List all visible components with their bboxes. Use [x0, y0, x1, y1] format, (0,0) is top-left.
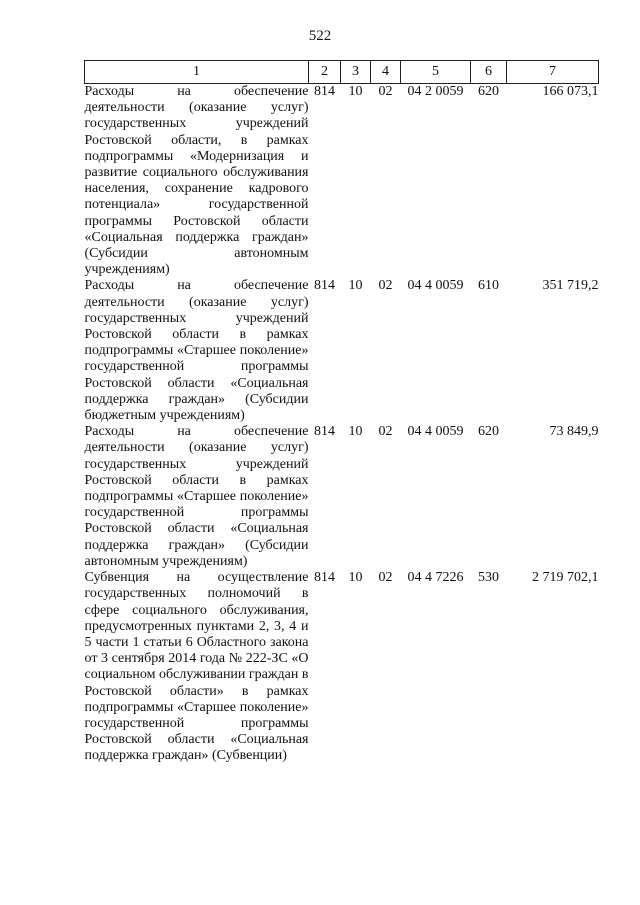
subsection-code: 02 — [378, 84, 393, 99]
expense-type-code: 620 — [478, 84, 499, 99]
budget-table — [84, 60, 599, 765]
ministry-code: 814 — [314, 278, 335, 294]
column-header: 1 — [85, 61, 309, 84]
target-article-code: 04 4 0059 — [407, 278, 464, 294]
amount: 2 719 702,1 — [532, 570, 599, 586]
expense-type-code: 620 — [478, 424, 499, 440]
expense-description: Расходы на обеспечение деятельности (оказание услуг) государственных учреждений Ростовской области в рамках подпрограммы «Старшее поколение» государственной программы Ростовской области «Социальная поддержка граждан» (Субсидии автономным учреждениям) — [84, 424, 309, 569]
amount: 351 719,2 — [542, 278, 599, 294]
target-article-code: 04 2 0059 — [407, 84, 464, 99]
column-header: 4 — [371, 61, 401, 84]
table-row — [85, 424, 599, 570]
ministry-code: 814 — [314, 424, 335, 440]
amount: 166 073,1 — [542, 84, 599, 99]
amount: 73 849,9 — [549, 424, 599, 440]
ministry-code: 814 — [314, 570, 335, 586]
section-code: 10 — [348, 278, 363, 294]
column-header: 2 — [309, 61, 341, 84]
section-code: 10 — [348, 84, 363, 99]
table-row — [85, 84, 599, 279]
column-header: 3 — [341, 61, 371, 84]
table-row — [85, 278, 599, 424]
page-number: 522 — [308, 28, 332, 44]
expense-type-code: 610 — [478, 278, 499, 294]
table-header-row — [85, 61, 599, 84]
subsection-code: 02 — [378, 424, 393, 440]
target-article-code: 04 4 0059 — [407, 424, 464, 440]
ministry-code: 814 — [314, 84, 335, 99]
column-header: 7 — [507, 61, 599, 84]
table-row — [85, 570, 599, 764]
subsection-code: 02 — [378, 278, 393, 294]
expense-description: Расходы на обеспечение деятельности (оказание услуг) государственных учреждений Ростовской области, в рамках подпрограммы «Модернизация и развитие социального обслуживания населения, сохранение кадрового потенциала» государственной программы Ростовской области «Социальная поддержка граждан» (Субсидии автономным учреждениям) — [84, 84, 309, 278]
section-code: 10 — [348, 570, 363, 586]
column-header: 6 — [471, 61, 507, 84]
expense-type-code: 530 — [478, 570, 499, 586]
target-article-code: 04 4 7226 — [407, 570, 464, 586]
column-header: 5 — [401, 61, 471, 84]
expense-description: Расходы на обеспечение деятельности (оказание услуг) государственных учреждений Ростовской области в рамках подпрограммы «Старшее поколение» государственной программы Ростовской области «Социальная поддержка граждан» (Субсидии бюджетным учреждениям) — [84, 278, 309, 424]
expense-description: Субвенция на осуществление государственных полномочий в сфере социального обслуживания, предусмотренных пунктами 2, 3, 4 и 5 части 1 статьи 6 Областного закона от 3 сентября 2014 года № 222-ЗС «О социальном обслуживании граждан в Ростовской области» в рамках подпрограммы «Старшее поколение» государственной программы Ростовской области «Социальная поддержка граждан» (Субвенции) — [84, 570, 309, 764]
subsection-code: 02 — [378, 570, 393, 586]
section-code: 10 — [348, 424, 363, 440]
